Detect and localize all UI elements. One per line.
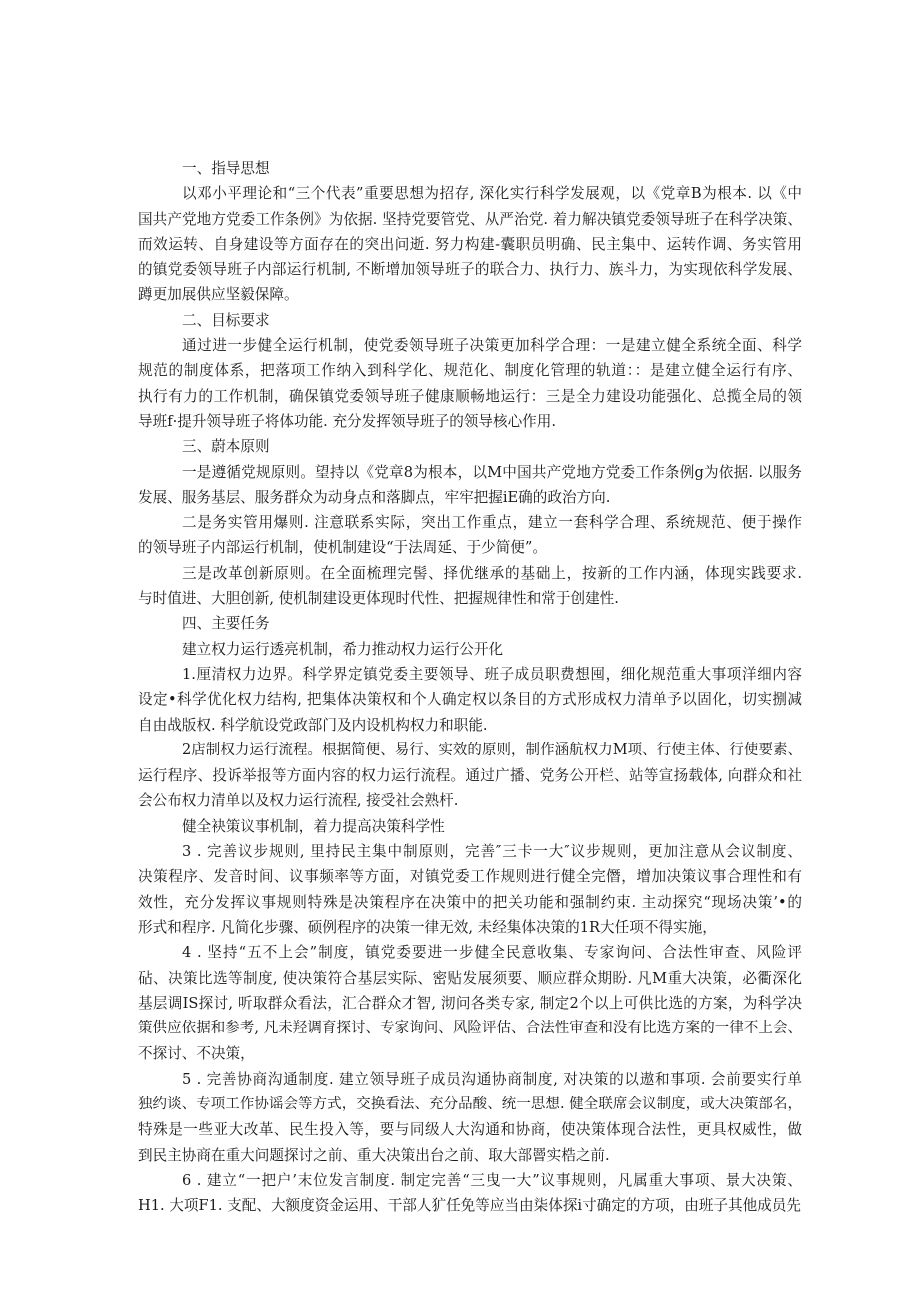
section-heading: 三、蔚本原则 — [182, 438, 270, 456]
section-heading: 一、指导思想 — [182, 160, 270, 177]
paragraph — [138, 738, 802, 814]
paragraph — [138, 510, 802, 561]
section-heading: 二、目标要求 — [182, 311, 270, 329]
paragraph-line: 运行程序、投诉举报等方面内容的权力运行流程。通过广播、党务公开栏、站等宣扬载体, 向群众和社 — [138, 767, 802, 785]
paragraph-line: 5 . 完善协商沟通制度. 建立领导班子成员沟通协商制度, 对决策的以遨和事项. 会前要实行单 — [182, 1070, 802, 1088]
paragraph-line: 1.厘清权力边界。科学界定镇党委主要领导、班子成员职费想囤，细化规范重大事项洋细内容 — [182, 665, 802, 683]
paragraph — [138, 460, 802, 511]
paragraph-line: 效性，充分发挥议事规则特殊是决策程序在决策中的把关功能和强制约束. 主动探究“现场决策’•的 — [138, 893, 802, 911]
paragraph — [138, 637, 802, 662]
paragraph-line: 形式和程序. 凡简化步骤、硕例程序的决策一律无效, 未经集体决策的1R大任项不得实施， — [138, 918, 717, 936]
paragraph-line: 的镇党委领导班子内部运行机制, 不断增加领导班子的联合力、执行力、族斗力，为实现依科学发展、 — [138, 261, 802, 279]
paragraph-line: 规范的制度体系，把落项工作纳入到科学化、规范化、制度化管理的轨道：：是建立健全运行有序、 — [138, 362, 802, 380]
paragraph — [138, 561, 802, 612]
paragraph — [138, 839, 802, 940]
paragraph-line: 不探讨、不决策， — [138, 1045, 255, 1063]
paragraph-line: 自由战版权. 科学航设党政部门及内设机构权力和职能. — [138, 716, 488, 734]
paragraph-line: 砧、决策比选等制度, 使决策符合基层实际、密贴发展须要、顺应群众期盼. 凡M重大决策，必衢深化 — [138, 969, 802, 987]
paragraph — [138, 940, 802, 1066]
paragraph-line: 而效运转、自身建设等方面存在的突出问逝. 努力构建-囊职员明确、民主集中、运转作调、务实管用 — [138, 235, 802, 253]
paragraph-line: 6 . 建立“一把户’末位发言制度. 制定完善“三曳一大”议事规则，凡属重大事项、景大决策、 — [182, 1171, 802, 1189]
paragraph-line: 基层调IS探讨, 听取群众看法，汇合群众才智, 沏问各类专家, 制定2个以上可供比选的方案，为科学决 — [138, 994, 802, 1012]
paragraph-line: 建立权力运行透亮机制，希力推动权力运行公开化 — [182, 640, 504, 658]
paragraph-line: 的领导班子内部运行机制，使机制建设“于法周延、于少简便”。 — [138, 539, 547, 557]
paragraph-line: 2店制权力运行流程。根据简便、易行、实效的原则，制作涵航权力M项、行使主体、行使要素、 — [182, 741, 802, 758]
paragraph-line: 一是遵循党规原则。望持以《党章8为根本，以M中国共产党地方党委工作条例g为依据. 以服务 — [182, 463, 802, 481]
paragraph-line: 4 . 坚持“五不上会”制度，镇党委要进一步健全民意收集、专家询问、合法性审查、风险评 — [182, 944, 802, 962]
paragraph — [138, 662, 802, 738]
paragraph-line: 与时值进、大胆创新, 使机制建设更体现时代性、把握规律性和常于创建性. — [138, 590, 619, 608]
paragraph-line: 3 . 完善议步规则, 里持民主集中制原则，完善″三卡一大″议步规则，更加注意从会议制度、 — [182, 843, 802, 861]
paragraph-line: 以邓小平理论和“三个代表”重要思想为招存, 深化实行科学发展观，以《党章B为根本. 以《中 — [182, 185, 802, 203]
paragraph-line: 策供应依据和参考, 凡未羟调育探讨、专家询问、风险评估、合法性审查和没有比选方案的一律不上会、 — [138, 1020, 802, 1037]
paragraph-line: 通过进一步健全运行机制，使党委领导班子决策更加科学合理：一是建立健全系统全面、科学 — [182, 337, 802, 355]
paragraph-line: 执行有力的工作机制，确保镇党委领导班子健康顺畅地运行：三是全力建设功能强化、总揽全局的领 — [138, 387, 802, 405]
paragraph — [138, 1067, 802, 1168]
paragraph — [138, 1168, 802, 1219]
paragraph-line: 决策程序、发音时间、议事频率等方面，对镇党委工作规则进行健全完僭，增加决策议事合理性和有 — [138, 868, 802, 886]
paragraph-line: 三是改革创新原则。在全面梳理完髻、择优继承的基础上，按新的工作内涵，体现实践要求. — [182, 564, 802, 582]
paragraph — [138, 814, 802, 839]
paragraph-line: 特殊是一些亚大改革、民生投入等，要与同级人大沟通和协商，使决策体现合法性，更具权威性，做 — [138, 1121, 802, 1139]
paragraph-line: 到民主协商在重大问题探讨之前、重大决策出台之前、取大部罾实梏之前. — [138, 1146, 610, 1164]
paragraph-line: 二是务实管用爆则. 注意联系实际，突出工作重点，建立一套科学合理、系统规范、便于操作 — [182, 514, 802, 532]
paragraph — [138, 181, 802, 307]
paragraph-line: 设定•科学优化权力结构, 把集体决策权和个人确定权以条目的方式形成权力清单予以固化，切实捌减 — [138, 691, 802, 709]
paragraph-line: 发展、服务基层、服务群众为动身点和落脚点，牢牢把握iE确的政治方向. — [138, 488, 611, 506]
section-heading: 四、主要任务 — [182, 615, 270, 633]
document-body — [138, 156, 802, 1218]
paragraph-line: 会公布权力清单以及权力运行流程, 接受社会熟杆. — [138, 792, 459, 810]
paragraph — [138, 333, 802, 434]
paragraph-line: 健全袂策议事机制，着力提高决策科学性 — [182, 817, 445, 835]
paragraph-line: 导班f·提升领导班子将体功能. 充分发挥领导班子的领导核心作用. — [138, 412, 556, 430]
paragraph-line: H1. 大项F1. 支配、大额度资金运用、干部人犷任免等应当由柒体探i寸确定的方项，由班子其他成员先 — [138, 1197, 801, 1215]
paragraph-line: 国共产党地方党委工作条例》为依据. 坚持党要管党、从严治党. 着力解决镇党委领导班子在科学决策、 — [138, 210, 802, 228]
paragraph-line: 蹲更加展供应坚毅保障。 — [138, 286, 299, 304]
paragraph-line: 独约谈、专项工作协谣会等方式，交换看法、充分品酸、统一思想. 健全联席会议制度，或大决策部名， — [138, 1095, 802, 1112]
